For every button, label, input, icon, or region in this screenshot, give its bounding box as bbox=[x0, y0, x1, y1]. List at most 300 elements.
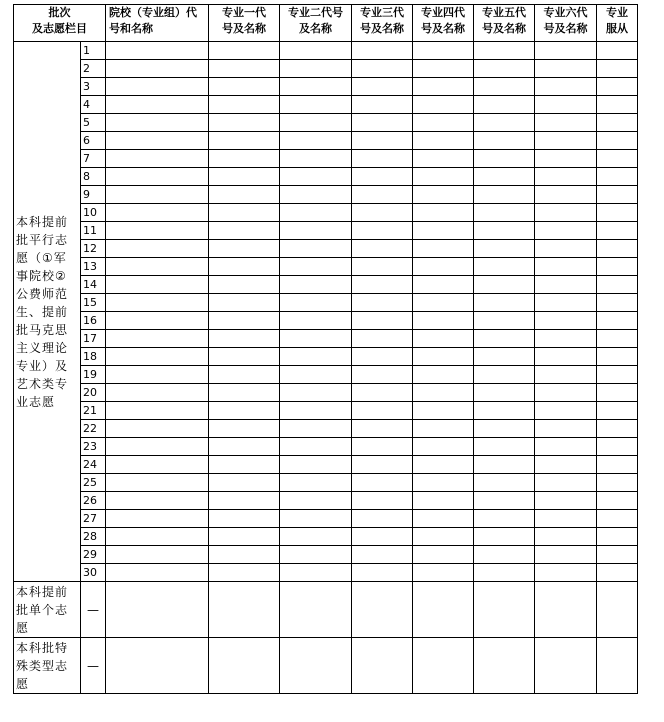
entry-cell[interactable] bbox=[474, 186, 535, 204]
entry-cell[interactable] bbox=[474, 420, 535, 438]
entry-cell[interactable] bbox=[413, 222, 474, 240]
row-number: 9 bbox=[81, 186, 106, 204]
entry-cell[interactable] bbox=[474, 546, 535, 564]
entry-cell[interactable] bbox=[209, 474, 280, 492]
entry-cell[interactable] bbox=[209, 222, 280, 240]
entry-cell[interactable] bbox=[352, 312, 413, 330]
entry-cell[interactable] bbox=[413, 438, 474, 456]
row-number: 14 bbox=[81, 276, 106, 294]
row-number: 17 bbox=[81, 330, 106, 348]
entry-cell[interactable] bbox=[535, 114, 597, 132]
entry-cell[interactable] bbox=[209, 60, 280, 78]
entry-cell[interactable] bbox=[209, 132, 280, 150]
entry-cell[interactable] bbox=[352, 294, 413, 312]
entry-cell[interactable] bbox=[535, 402, 597, 420]
entry-cell[interactable] bbox=[413, 204, 474, 222]
entry-cell[interactable] bbox=[209, 546, 280, 564]
entry-cell[interactable] bbox=[352, 348, 413, 366]
entry-cell[interactable] bbox=[535, 240, 597, 258]
entry-cell[interactable] bbox=[280, 222, 352, 240]
row-number: 13 bbox=[81, 258, 106, 276]
entry-cell[interactable] bbox=[597, 186, 638, 204]
entry-cell[interactable] bbox=[209, 510, 280, 528]
entry-cell[interactable] bbox=[352, 186, 413, 204]
entry-cell[interactable] bbox=[474, 384, 535, 402]
entry-cell[interactable] bbox=[280, 294, 352, 312]
entry-cell[interactable] bbox=[413, 492, 474, 510]
entry-cell[interactable] bbox=[413, 528, 474, 546]
entry-cell[interactable] bbox=[535, 528, 597, 546]
entry-cell[interactable] bbox=[597, 456, 638, 474]
entry-cell[interactable] bbox=[597, 150, 638, 168]
entry-cell[interactable] bbox=[280, 474, 352, 492]
entry-cell[interactable] bbox=[597, 384, 638, 402]
entry-cell[interactable] bbox=[209, 168, 280, 186]
entry-cell[interactable] bbox=[106, 384, 209, 402]
entry-cell[interactable] bbox=[106, 258, 209, 276]
entry-cell[interactable] bbox=[106, 312, 209, 330]
entry-cell[interactable] bbox=[597, 528, 638, 546]
entry-cell[interactable] bbox=[413, 366, 474, 384]
entry-cell[interactable] bbox=[535, 474, 597, 492]
entry-cell[interactable] bbox=[352, 438, 413, 456]
entry-cell[interactable] bbox=[413, 132, 474, 150]
row-number: 25 bbox=[81, 474, 106, 492]
entry-cell[interactable] bbox=[209, 258, 280, 276]
entry-cell[interactable] bbox=[209, 384, 280, 402]
entry-cell[interactable] bbox=[352, 384, 413, 402]
entry-cell[interactable] bbox=[209, 330, 280, 348]
entry-cell[interactable] bbox=[535, 582, 597, 638]
entry-cell[interactable] bbox=[352, 168, 413, 186]
entry-cell[interactable] bbox=[535, 186, 597, 204]
entry-cell[interactable] bbox=[106, 222, 209, 240]
entry-cell[interactable] bbox=[597, 366, 638, 384]
entry-cell[interactable] bbox=[106, 564, 209, 582]
entry-cell[interactable] bbox=[535, 510, 597, 528]
entry-cell[interactable] bbox=[280, 96, 352, 114]
entry-cell[interactable] bbox=[597, 276, 638, 294]
entry-cell[interactable] bbox=[209, 348, 280, 366]
row-number: 21 bbox=[81, 402, 106, 420]
entry-cell[interactable] bbox=[474, 456, 535, 474]
header-text: 专业五代 bbox=[482, 6, 526, 19]
entry-cell[interactable] bbox=[474, 132, 535, 150]
header-text: 号和名称 bbox=[109, 22, 153, 35]
entry-cell[interactable] bbox=[597, 510, 638, 528]
entry-cell[interactable] bbox=[597, 564, 638, 582]
entry-cell[interactable] bbox=[106, 168, 209, 186]
entry-cell[interactable] bbox=[535, 42, 597, 60]
entry-cell[interactable] bbox=[106, 186, 209, 204]
entry-cell[interactable] bbox=[597, 222, 638, 240]
entry-cell[interactable] bbox=[106, 492, 209, 510]
header-major-6 bbox=[535, 5, 597, 42]
entry-cell[interactable] bbox=[106, 456, 209, 474]
entry-cell[interactable] bbox=[106, 348, 209, 366]
entry-cell[interactable] bbox=[413, 312, 474, 330]
entry-cell[interactable] bbox=[413, 78, 474, 96]
table-row bbox=[14, 564, 638, 582]
entry-cell[interactable] bbox=[280, 258, 352, 276]
header-obey bbox=[597, 5, 638, 42]
entry-cell[interactable] bbox=[280, 438, 352, 456]
entry-cell[interactable] bbox=[474, 168, 535, 186]
entry-cell[interactable] bbox=[280, 186, 352, 204]
entry-cell[interactable] bbox=[209, 294, 280, 312]
entry-cell[interactable] bbox=[474, 96, 535, 114]
entry-cell[interactable] bbox=[106, 438, 209, 456]
entry-cell[interactable] bbox=[280, 42, 352, 60]
entry-cell[interactable] bbox=[597, 348, 638, 366]
entry-cell[interactable] bbox=[474, 222, 535, 240]
entry-cell[interactable] bbox=[413, 330, 474, 348]
entry-cell[interactable] bbox=[413, 510, 474, 528]
entry-cell[interactable] bbox=[280, 564, 352, 582]
row-marker: — bbox=[81, 638, 106, 694]
entry-cell[interactable] bbox=[106, 546, 209, 564]
row-number: 12 bbox=[81, 240, 106, 258]
entry-cell[interactable] bbox=[106, 132, 209, 150]
entry-cell[interactable] bbox=[352, 114, 413, 132]
entry-cell[interactable] bbox=[413, 276, 474, 294]
entry-cell[interactable] bbox=[535, 204, 597, 222]
entry-cell[interactable] bbox=[474, 60, 535, 78]
entry-cell[interactable] bbox=[597, 78, 638, 96]
entry-cell[interactable] bbox=[106, 510, 209, 528]
entry-cell[interactable] bbox=[474, 42, 535, 60]
table-row bbox=[14, 114, 638, 132]
entry-cell[interactable] bbox=[352, 240, 413, 258]
entry-cell[interactable] bbox=[474, 330, 535, 348]
entry-cell[interactable] bbox=[280, 168, 352, 186]
entry-cell[interactable] bbox=[535, 384, 597, 402]
entry-cell[interactable] bbox=[280, 276, 352, 294]
entry-cell[interactable] bbox=[209, 402, 280, 420]
entry-cell[interactable] bbox=[352, 42, 413, 60]
entry-cell[interactable] bbox=[280, 546, 352, 564]
entry-cell[interactable] bbox=[413, 384, 474, 402]
entry-cell[interactable] bbox=[597, 96, 638, 114]
header-major-3 bbox=[352, 5, 413, 42]
entry-cell[interactable] bbox=[474, 294, 535, 312]
entry-cell[interactable] bbox=[280, 638, 352, 694]
entry-cell[interactable] bbox=[352, 222, 413, 240]
entry-cell[interactable] bbox=[209, 276, 280, 294]
entry-cell[interactable] bbox=[106, 114, 209, 132]
entry-cell[interactable] bbox=[352, 402, 413, 420]
entry-cell[interactable] bbox=[413, 420, 474, 438]
entry-cell[interactable] bbox=[413, 564, 474, 582]
entry-cell[interactable] bbox=[280, 420, 352, 438]
entry-cell[interactable] bbox=[597, 474, 638, 492]
entry-cell[interactable] bbox=[597, 132, 638, 150]
entry-cell[interactable] bbox=[413, 474, 474, 492]
header-text: 号及名称 bbox=[360, 22, 404, 35]
entry-cell[interactable] bbox=[597, 42, 638, 60]
table-row bbox=[14, 132, 638, 150]
entry-cell[interactable] bbox=[474, 492, 535, 510]
entry-cell[interactable] bbox=[597, 582, 638, 638]
entry-cell[interactable] bbox=[535, 564, 597, 582]
entry-cell[interactable] bbox=[535, 366, 597, 384]
entry-cell[interactable] bbox=[352, 60, 413, 78]
table-row bbox=[14, 276, 638, 294]
entry-cell[interactable] bbox=[597, 60, 638, 78]
table-row bbox=[14, 384, 638, 402]
entry-cell[interactable] bbox=[413, 240, 474, 258]
entry-cell[interactable] bbox=[352, 474, 413, 492]
table-row bbox=[14, 348, 638, 366]
row-marker: — bbox=[81, 582, 106, 638]
entry-cell[interactable] bbox=[413, 402, 474, 420]
section-label-early-single: 本科提前批单个志愿 bbox=[14, 582, 81, 638]
table-row bbox=[14, 438, 638, 456]
entry-cell[interactable] bbox=[280, 78, 352, 96]
entry-cell[interactable] bbox=[597, 258, 638, 276]
entry-cell[interactable] bbox=[352, 276, 413, 294]
entry-cell[interactable] bbox=[209, 186, 280, 204]
entry-cell[interactable] bbox=[474, 638, 535, 694]
entry-cell[interactable] bbox=[280, 132, 352, 150]
entry-cell[interactable] bbox=[413, 582, 474, 638]
entry-cell[interactable] bbox=[352, 582, 413, 638]
entry-cell[interactable] bbox=[597, 438, 638, 456]
entry-cell[interactable] bbox=[535, 420, 597, 438]
entry-cell[interactable] bbox=[474, 438, 535, 456]
table-row bbox=[14, 168, 638, 186]
table-row bbox=[14, 366, 638, 384]
entry-cell[interactable] bbox=[106, 240, 209, 258]
entry-cell[interactable] bbox=[474, 582, 535, 638]
entry-cell[interactable] bbox=[413, 258, 474, 276]
entry-cell[interactable] bbox=[280, 330, 352, 348]
entry-cell[interactable] bbox=[535, 294, 597, 312]
entry-cell[interactable] bbox=[413, 60, 474, 78]
row-number: 18 bbox=[81, 348, 106, 366]
entry-cell[interactable] bbox=[209, 96, 280, 114]
entry-cell[interactable] bbox=[352, 546, 413, 564]
entry-cell[interactable] bbox=[413, 456, 474, 474]
entry-cell[interactable] bbox=[535, 258, 597, 276]
entry-cell[interactable] bbox=[535, 638, 597, 694]
entry-cell[interactable] bbox=[209, 528, 280, 546]
entry-cell[interactable] bbox=[280, 492, 352, 510]
entry-cell[interactable] bbox=[106, 294, 209, 312]
entry-cell[interactable] bbox=[535, 276, 597, 294]
entry-cell[interactable] bbox=[413, 168, 474, 186]
entry-cell[interactable] bbox=[413, 546, 474, 564]
entry-cell[interactable] bbox=[106, 474, 209, 492]
entry-cell[interactable] bbox=[280, 114, 352, 132]
entry-cell[interactable] bbox=[106, 582, 209, 638]
entry-cell[interactable] bbox=[474, 528, 535, 546]
entry-cell[interactable] bbox=[209, 42, 280, 60]
entry-cell[interactable] bbox=[597, 168, 638, 186]
section-label-special-type: 本科批特殊类型志愿 bbox=[14, 638, 81, 694]
entry-cell[interactable] bbox=[209, 240, 280, 258]
entry-cell[interactable] bbox=[352, 78, 413, 96]
row-number: 29 bbox=[81, 546, 106, 564]
entry-cell[interactable] bbox=[352, 204, 413, 222]
entry-cell[interactable] bbox=[280, 204, 352, 222]
entry-cell[interactable] bbox=[209, 492, 280, 510]
entry-cell[interactable] bbox=[280, 240, 352, 258]
entry-cell[interactable] bbox=[413, 638, 474, 694]
entry-cell[interactable] bbox=[413, 96, 474, 114]
entry-cell[interactable] bbox=[597, 420, 638, 438]
entry-cell[interactable] bbox=[535, 168, 597, 186]
entry-cell[interactable] bbox=[106, 204, 209, 222]
entry-cell[interactable] bbox=[352, 420, 413, 438]
entry-cell[interactable] bbox=[352, 528, 413, 546]
entry-cell[interactable] bbox=[352, 456, 413, 474]
entry-cell[interactable] bbox=[597, 294, 638, 312]
entry-cell[interactable] bbox=[106, 638, 209, 694]
entry-cell[interactable] bbox=[280, 348, 352, 366]
entry-cell[interactable] bbox=[413, 42, 474, 60]
entry-cell[interactable] bbox=[474, 150, 535, 168]
entry-cell[interactable] bbox=[474, 510, 535, 528]
header-text: 批次 bbox=[48, 6, 71, 19]
entry-cell[interactable] bbox=[535, 456, 597, 474]
entry-cell[interactable] bbox=[474, 474, 535, 492]
entry-cell[interactable] bbox=[352, 330, 413, 348]
entry-cell[interactable] bbox=[209, 582, 280, 638]
entry-cell[interactable] bbox=[209, 438, 280, 456]
entry-cell[interactable] bbox=[209, 420, 280, 438]
entry-cell[interactable] bbox=[209, 456, 280, 474]
row-number: 19 bbox=[81, 366, 106, 384]
table-row bbox=[14, 456, 638, 474]
entry-cell[interactable] bbox=[535, 60, 597, 78]
row-number: 20 bbox=[81, 384, 106, 402]
entry-cell[interactable] bbox=[106, 528, 209, 546]
entry-cell[interactable] bbox=[352, 258, 413, 276]
entry-cell[interactable] bbox=[352, 150, 413, 168]
entry-cell[interactable] bbox=[106, 366, 209, 384]
entry-cell[interactable] bbox=[535, 78, 597, 96]
entry-cell[interactable] bbox=[106, 78, 209, 96]
entry-cell[interactable] bbox=[413, 150, 474, 168]
entry-cell[interactable] bbox=[535, 348, 597, 366]
entry-cell[interactable] bbox=[597, 204, 638, 222]
entry-cell[interactable] bbox=[413, 114, 474, 132]
entry-cell[interactable] bbox=[209, 114, 280, 132]
entry-cell[interactable] bbox=[280, 384, 352, 402]
table-row bbox=[14, 510, 638, 528]
entry-cell[interactable] bbox=[209, 150, 280, 168]
header-text: 专业三代 bbox=[360, 6, 404, 19]
entry-cell[interactable] bbox=[106, 276, 209, 294]
table-row bbox=[14, 420, 638, 438]
entry-cell[interactable] bbox=[474, 402, 535, 420]
entry-cell[interactable] bbox=[280, 528, 352, 546]
entry-cell[interactable] bbox=[535, 438, 597, 456]
table-row bbox=[14, 258, 638, 276]
entry-cell[interactable] bbox=[352, 492, 413, 510]
entry-cell[interactable] bbox=[535, 222, 597, 240]
entry-cell[interactable] bbox=[352, 96, 413, 114]
row-number: 24 bbox=[81, 456, 106, 474]
entry-cell[interactable] bbox=[474, 312, 535, 330]
entry-cell[interactable] bbox=[209, 366, 280, 384]
entry-cell[interactable] bbox=[474, 276, 535, 294]
entry-cell[interactable] bbox=[597, 492, 638, 510]
entry-cell[interactable] bbox=[106, 402, 209, 420]
entry-cell[interactable] bbox=[106, 420, 209, 438]
entry-cell[interactable] bbox=[535, 132, 597, 150]
entry-cell[interactable] bbox=[209, 312, 280, 330]
entry-cell[interactable] bbox=[535, 312, 597, 330]
entry-cell[interactable] bbox=[474, 204, 535, 222]
entry-cell[interactable] bbox=[106, 150, 209, 168]
entry-cell[interactable] bbox=[209, 564, 280, 582]
entry-cell[interactable] bbox=[474, 258, 535, 276]
entry-cell[interactable] bbox=[535, 492, 597, 510]
entry-cell[interactable] bbox=[280, 402, 352, 420]
entry-cell[interactable] bbox=[280, 456, 352, 474]
entry-cell[interactable] bbox=[597, 546, 638, 564]
table-row bbox=[14, 96, 638, 114]
entry-cell[interactable] bbox=[474, 564, 535, 582]
entry-cell[interactable] bbox=[474, 114, 535, 132]
entry-cell[interactable] bbox=[280, 60, 352, 78]
table-row bbox=[14, 474, 638, 492]
entry-cell[interactable] bbox=[352, 564, 413, 582]
entry-cell[interactable] bbox=[597, 114, 638, 132]
row-number: 26 bbox=[81, 492, 106, 510]
entry-cell[interactable] bbox=[352, 132, 413, 150]
entry-cell[interactable] bbox=[474, 78, 535, 96]
entry-cell[interactable] bbox=[535, 546, 597, 564]
entry-cell[interactable] bbox=[597, 330, 638, 348]
entry-cell[interactable] bbox=[106, 330, 209, 348]
entry-cell[interactable] bbox=[413, 348, 474, 366]
entry-cell[interactable] bbox=[413, 186, 474, 204]
entry-cell[interactable] bbox=[474, 348, 535, 366]
entry-cell[interactable] bbox=[280, 150, 352, 168]
entry-cell[interactable] bbox=[209, 638, 280, 694]
entry-cell[interactable] bbox=[352, 366, 413, 384]
entry-cell[interactable] bbox=[280, 582, 352, 638]
entry-cell[interactable] bbox=[280, 366, 352, 384]
entry-cell[interactable] bbox=[474, 366, 535, 384]
entry-cell[interactable] bbox=[535, 96, 597, 114]
entry-cell[interactable] bbox=[597, 402, 638, 420]
header-major-4 bbox=[413, 5, 474, 42]
row-number: 10 bbox=[81, 204, 106, 222]
entry-cell[interactable] bbox=[209, 204, 280, 222]
entry-cell[interactable] bbox=[209, 78, 280, 96]
entry-cell[interactable] bbox=[280, 312, 352, 330]
entry-cell[interactable] bbox=[106, 60, 209, 78]
entry-cell[interactable] bbox=[280, 510, 352, 528]
entry-cell[interactable] bbox=[597, 638, 638, 694]
entry-cell[interactable] bbox=[474, 240, 535, 258]
entry-cell[interactable] bbox=[597, 240, 638, 258]
entry-cell[interactable] bbox=[106, 42, 209, 60]
table-row bbox=[14, 402, 638, 420]
entry-cell[interactable] bbox=[535, 150, 597, 168]
entry-cell[interactable] bbox=[413, 294, 474, 312]
entry-cell[interactable] bbox=[106, 96, 209, 114]
entry-cell[interactable] bbox=[352, 638, 413, 694]
entry-cell[interactable] bbox=[597, 312, 638, 330]
entry-cell[interactable] bbox=[535, 330, 597, 348]
entry-cell[interactable] bbox=[352, 510, 413, 528]
row-number: 8 bbox=[81, 168, 106, 186]
